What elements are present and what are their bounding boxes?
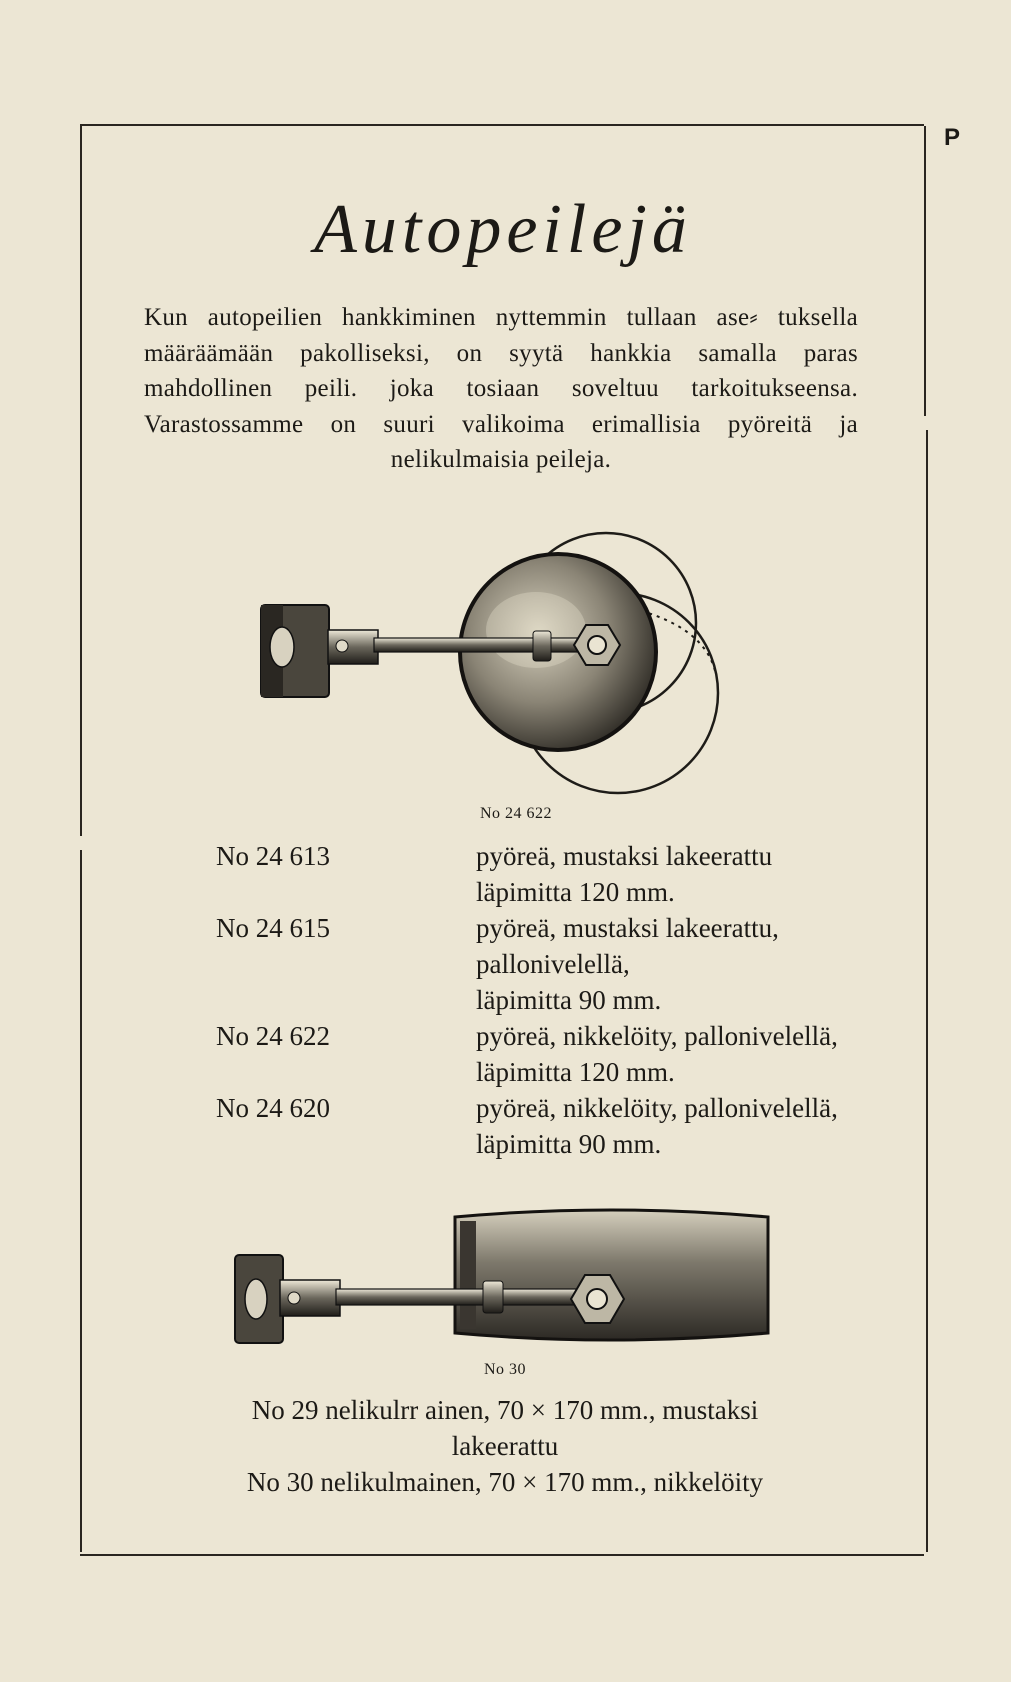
page-marker: P: [944, 124, 961, 151]
page-title: Autopeilejä: [314, 191, 692, 268]
spec-item: [216, 1018, 856, 1090]
figure2-caption: No 30: [483, 1361, 527, 1378]
spec-number: No 24 622: [216, 1021, 330, 1051]
spec-number: No 24 615: [216, 913, 330, 943]
frame-left-border-lower: [80, 850, 82, 1552]
spec-description: pyöreä, mustaksi lakeerattu läpimitta 120 mm.: [476, 841, 773, 907]
spec-item: [216, 910, 856, 1018]
spec-line: No 30 nelikulmainen, 70 × 170 mm., nikkelöity: [246, 1467, 764, 1497]
spec-description: pyöreä, nikkelöity, pallonivelellä, läpimitta 90 mm.: [476, 1093, 838, 1159]
frame-right-border-lower: [926, 430, 928, 1552]
spec-number: No 24 613: [216, 841, 330, 871]
frame-right-border: [924, 126, 926, 416]
spec-line: No 29 nelikulrr ainen, 70 × 170 mm., mustaksi: [251, 1395, 759, 1425]
intro-paragraph: Kun autopeilien hankkiminen nyttemmin tullaan ase⸗ tuksella määräämään pakolliseksi, on syytä hankkia samalla paras mahdollinen peili. joka tosiaan soveltuu tarkoitukseensa. Varastossamme on suuri valikoima erimallisia pyöreitä ja nelikulmaisia peileja.: [144, 304, 858, 473]
rectangular-mirror-illustration: [230, 1205, 775, 1355]
round-mirror-illustration: [256, 525, 746, 805]
rectangular-mirror-specs: [150, 1392, 860, 1500]
spec-item: [216, 838, 856, 910]
figure1-caption: No 24 622: [479, 805, 553, 822]
spec-description: pyöreä, mustaksi lakeerattu, pallonivelellä, läpimitta 90 mm.: [476, 913, 779, 1015]
round-mirror-specs: [216, 838, 856, 1162]
spec-description: pyöreä, nikkelöity, pallonivelellä, läpimitta 120 mm.: [476, 1021, 838, 1087]
spec-line: lakeerattu: [451, 1431, 559, 1461]
spec-item: [216, 1090, 856, 1162]
spec-number: No 24 620: [216, 1093, 330, 1123]
